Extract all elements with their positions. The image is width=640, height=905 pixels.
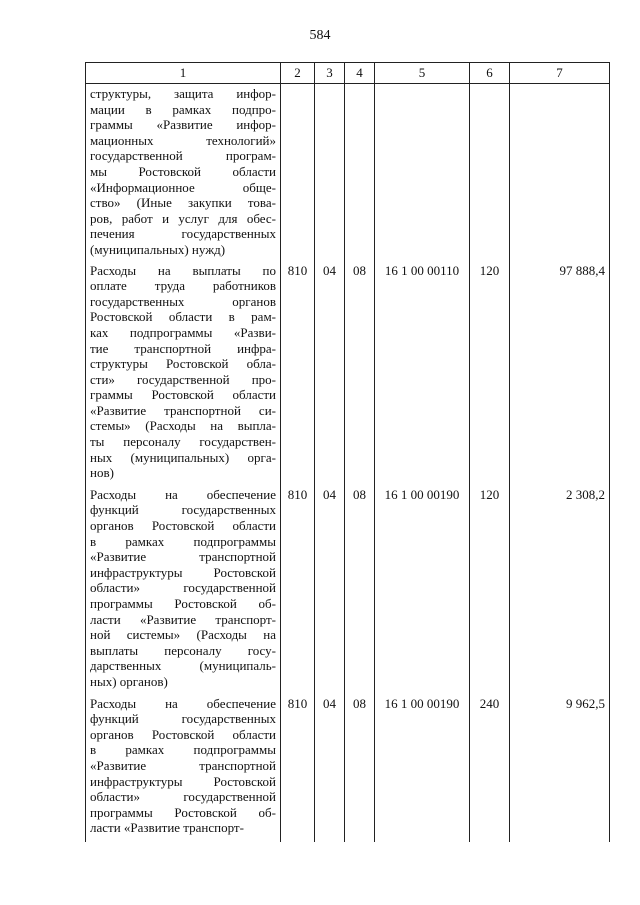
description-line: Расходы на выплаты по (90, 262, 276, 278)
description-line: Ростовской области в рам- (90, 309, 276, 325)
description-line: «Информационное обще- (90, 179, 276, 195)
description-line: граммы Ростовской области (90, 387, 276, 403)
amount: 9 962,5 (510, 696, 610, 842)
target-article-code: 16 1 00 00190 (375, 696, 470, 842)
description-line: «Развитие транспортной (90, 549, 276, 565)
row-description (86, 84, 281, 263)
row-description (86, 487, 281, 696)
description-line: (муниципальных) нужд) (90, 241, 226, 257)
description-line: мы Ростовской области (90, 163, 276, 179)
description-line: структуры Ростовской обла- (90, 356, 276, 372)
description-line: оплате труда работников (90, 278, 276, 294)
description-line: «Развитие транспортной си- (90, 402, 276, 418)
page-number: 584 (309, 28, 331, 43)
description-line: мации в рамках подпро- (90, 101, 276, 117)
description-line: структуры, защита инфор- (90, 86, 276, 101)
description-line: в рамках подпрограммы (90, 742, 276, 758)
column-header: 1 (86, 63, 281, 84)
budget-table (85, 62, 610, 842)
column-header: 6 (470, 63, 510, 84)
target-article-code: 16 1 00 00190 (375, 487, 470, 696)
description-line: ных (муниципальных) орга- (90, 449, 276, 465)
column-header: 2 (281, 63, 315, 84)
description-line: ты персоналу государствен- (90, 434, 276, 450)
amount: 2 308,2 (510, 487, 610, 696)
description-line: мационных технологий» (90, 132, 276, 148)
description-line: граммы «Развитие инфор- (90, 117, 276, 133)
description-line: ство» (Иные закупки това- (90, 195, 276, 211)
table-row (86, 84, 610, 263)
description-line: программы Ростовской об- (90, 804, 276, 820)
description-line: ных) органов) (90, 673, 168, 689)
table-body (86, 84, 610, 842)
description-line: органов Ростовской области (90, 726, 276, 742)
description-line: стемы» (Расходы на выпла- (90, 418, 276, 434)
description-line: печения государственных (90, 226, 276, 242)
subsection-code: 08 (345, 263, 375, 487)
description-line: «Развитие транспортной (90, 757, 276, 773)
description-line: ров, работ и услуг для обес- (90, 210, 276, 226)
subsection-code: 08 (345, 487, 375, 696)
description-line: инфраструктуры Ростовской (90, 564, 276, 580)
description-line: тие транспортной инфра- (90, 340, 276, 356)
description-line: ной системы» (Расходы на (90, 627, 276, 643)
section-code: 04 (315, 696, 345, 842)
description-line: выплаты персоналу госу- (90, 642, 276, 658)
description-line: функций государственных (90, 502, 276, 518)
column-header: 4 (345, 63, 375, 84)
expense-type-code: 240 (470, 696, 510, 842)
expense-type-code (470, 84, 510, 263)
ministry-code: 810 (281, 696, 315, 842)
amount: 97 888,4 (510, 263, 610, 487)
description-line: ках подпрограммы «Разви- (90, 324, 276, 340)
expense-type-code: 120 (470, 487, 510, 696)
description-line: Расходы на обеспечение (90, 486, 276, 502)
expense-type-code: 120 (470, 263, 510, 487)
description-line: функций государственных (90, 711, 276, 727)
description-line: ласти «Развитие транспорт- (90, 611, 276, 627)
description-line: области» государственной (90, 789, 276, 805)
row-description (86, 696, 281, 842)
section-code: 04 (315, 487, 345, 696)
ministry-code: 810 (281, 487, 315, 696)
table-row (86, 487, 610, 696)
description-line: области» государственной (90, 580, 276, 596)
ministry-code (281, 84, 315, 263)
column-header: 7 (510, 63, 610, 84)
description-line: программы Ростовской об- (90, 596, 276, 611)
description-line: нов) (90, 465, 114, 481)
description-line: государственных органов (90, 293, 276, 309)
description-line: органов Ростовской области (90, 518, 276, 534)
table-row (86, 263, 610, 487)
table-row (86, 696, 610, 842)
description-line: ласти «Развитие транспорт- (90, 820, 244, 836)
description-line: инфраструктуры Ростовской (90, 773, 276, 789)
column-header: 3 (315, 63, 345, 84)
section-code (315, 84, 345, 263)
subsection-code: 08 (345, 696, 375, 842)
description-line: государственной програм- (90, 148, 276, 164)
section-code: 04 (315, 263, 345, 487)
target-article-code: 16 1 00 00110 (375, 263, 470, 487)
description-line: сти» государственной про- (90, 371, 276, 387)
row-description (86, 263, 281, 487)
description-line: дарственных (муниципаль- (90, 658, 276, 674)
description-line: Расходы на обеспечение (90, 695, 276, 711)
target-article-code (375, 84, 470, 263)
description-line: в рамках подпрограммы (90, 533, 276, 549)
column-header: 5 (375, 63, 470, 84)
subsection-code (345, 84, 375, 263)
amount (510, 84, 610, 263)
table-header-row (86, 63, 610, 84)
ministry-code: 810 (281, 263, 315, 487)
